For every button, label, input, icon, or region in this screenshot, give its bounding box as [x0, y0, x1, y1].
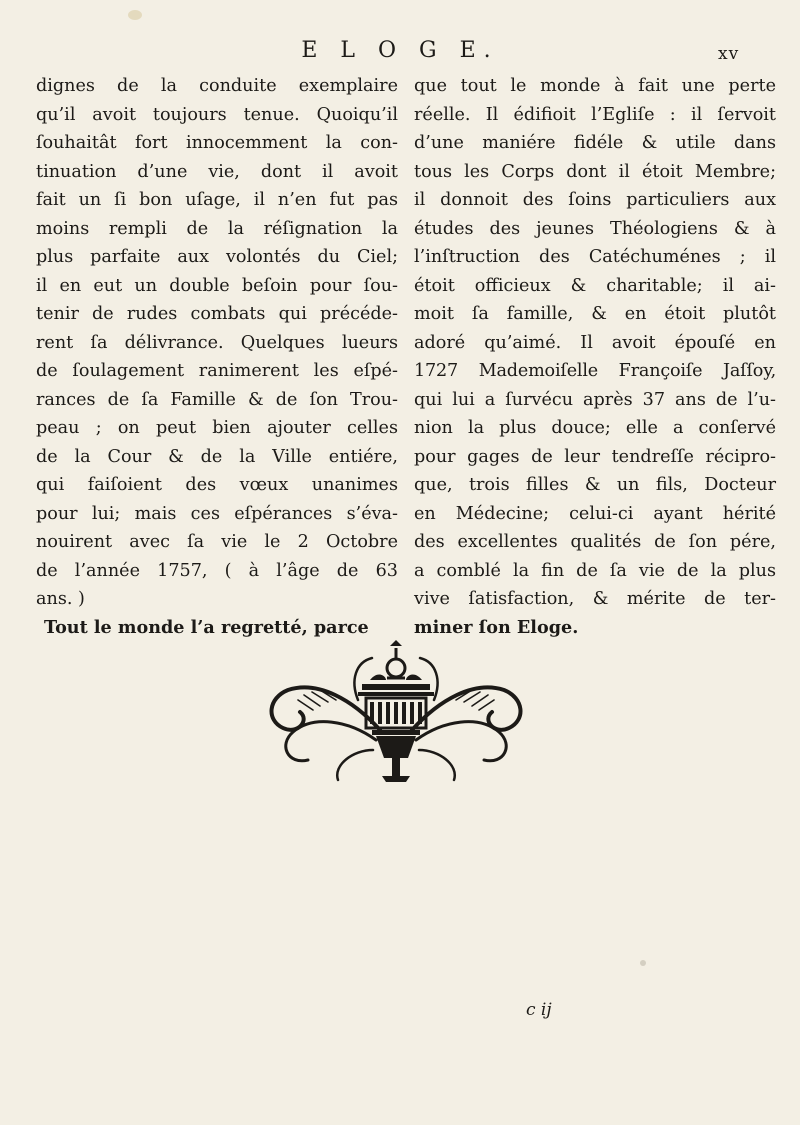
signature-mark: c ij — [526, 1000, 552, 1020]
text-line: que tout le monde à fait une perte — [414, 76, 776, 96]
text-line: moit ſa famille, & en étoit plutôt — [414, 304, 776, 324]
text-line: étoit officieux & charitable; il ai- — [414, 275, 776, 296]
text-line: il en eut un double beſoin pour ſou- — [36, 275, 398, 296]
paper-stain — [640, 960, 646, 966]
left-column — [36, 72, 398, 642]
text-line: adoré qu’aimé. Il avoit épouſé en — [414, 332, 776, 353]
text-line: ſouhaitât fort innocemment la con- — [36, 133, 398, 153]
text-line: rent ſa délivrance. Quelques lueurs — [36, 332, 398, 353]
text-line: des excellentes qualités de ſon pére, — [414, 532, 776, 552]
text-line: de l’année 1757, ( à l’âge de 63 — [36, 560, 398, 581]
text-line: réelle. Il édifioit l’Egliſe : il ſervoit — [414, 104, 776, 125]
text-line: de la Cour & de la Ville entiére, — [36, 446, 398, 467]
text-line: ans. ) — [36, 589, 85, 609]
running-title: E L O G E. — [301, 38, 499, 63]
text-line: études des jeunes Théologiens & à — [414, 218, 776, 239]
text-line: qu’il avoit toujours tenue. Quoiqu’il — [36, 104, 398, 125]
text-line: qui lui a ſurvécu après 37 ans de l’u- — [414, 389, 776, 410]
running-header — [0, 38, 800, 68]
text-line: nion la plus douce; elle a conſervé — [414, 418, 776, 438]
text-line: vive ſatisfaction, & mérite de ter- — [414, 589, 776, 609]
page-number: xv — [718, 44, 740, 64]
tailpiece-ornament — [258, 640, 534, 790]
text-line: tenir de rudes combats qui précéde- — [36, 304, 398, 324]
text-line: Tout le monde l’a regretté, parce — [44, 616, 369, 638]
text-line: miner ſon Eloge. — [414, 616, 579, 638]
text-line: a comblé la fin de ſa vie de la plus — [414, 560, 776, 581]
text-line: d’une maniére fidéle & utile dans — [414, 133, 776, 153]
text-line: que, trois filles & un fils, Docteur — [414, 475, 776, 495]
text-line: qui faiſoient des vœux unanimes — [36, 475, 398, 495]
text-line: pour lui; mais ces eſpérances s’éva- — [36, 503, 398, 524]
text-line: de ſoulagement ranimerent les eſpé- — [36, 361, 398, 381]
text-line: en Médecine; celui-ci ayant hérité — [414, 503, 776, 524]
text-line: rances de ſa Famille & de ſon Trou- — [36, 389, 398, 410]
text-line: dignes de la conduite exemplaire — [36, 76, 398, 96]
text-line: 1727 Mademoiſelle Françoiſe Jaſſoy, — [414, 361, 776, 381]
text-line: tinuation d’une vie, dont il avoit — [36, 161, 398, 182]
text-line: pour gages de leur tendreſſe récipro- — [414, 446, 776, 467]
paper-stain — [128, 10, 142, 20]
text-line: il donnoit des ſoins particuliers aux — [414, 190, 776, 210]
text-line: fait un ſi bon uſage, il n’en fut pas — [36, 190, 398, 210]
text-line: l’inſtruction des Catéchuménes ; il — [414, 247, 776, 267]
text-line: nouirent avec ſa vie le 2 Octobre — [36, 532, 398, 552]
right-column — [414, 72, 776, 642]
text-line: moins rempli de la réſignation la — [36, 218, 398, 239]
text-line: tous les Corps dont il étoit Membre; — [414, 161, 776, 182]
text-line: peau ; on peut bien ajouter celles — [36, 418, 398, 438]
text-line: plus parfaite aux volontés du Ciel; — [36, 247, 398, 267]
